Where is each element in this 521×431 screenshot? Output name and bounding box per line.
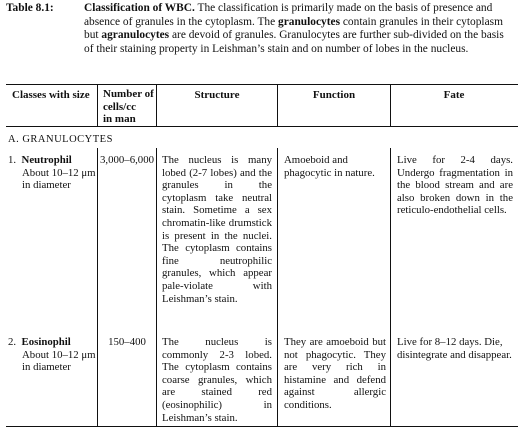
header-bottom-rule xyxy=(6,126,518,127)
col-divider xyxy=(156,148,157,427)
col-divider xyxy=(390,148,391,427)
row-number: 2. xyxy=(8,336,17,348)
section-label: A. GRANULOCYTES xyxy=(8,134,113,145)
table-row-eosinophil-fate: Live for 8–12 days. Die, disintegrate and disappear. xyxy=(397,336,512,361)
col-divider xyxy=(277,148,278,427)
caption-agranulocytes: agranulocytes xyxy=(101,29,170,42)
row-number: 1. xyxy=(8,154,17,166)
cell-name: Eosinophil xyxy=(21,336,71,348)
caption-text-1: The classification is primarily made on the basis of presence and absence of granules in the cytoplasm. The xyxy=(84,2,493,28)
header-number-line: Number of xyxy=(103,88,154,100)
header-structure: Structure xyxy=(194,89,240,101)
table-row-neutrophil-count: 3,000–6,000 xyxy=(100,154,154,166)
col-divider xyxy=(97,84,98,127)
table-row-neutrophil-fate: Live for 2-4 days. Undergo fragmentation in the blood stream and are also broken down in the reticulo-endothelial cells. xyxy=(397,154,513,217)
table-caption xyxy=(6,2,516,56)
header-number-line: in man xyxy=(103,113,136,125)
caption-label: Table 8.1: xyxy=(6,2,54,14)
cell-size: About 10–12 μm xyxy=(22,348,96,361)
caption-text-3: are devoid of granules. Granulocytes are further sub-divided on the basis of their staining property in Leishman’s stain and on number of lobes in the nucleus. xyxy=(84,29,504,55)
cell-name: Neutrophil xyxy=(21,154,72,166)
table-bottom-rule xyxy=(6,426,518,427)
col-divider xyxy=(97,148,98,427)
caption-text-2: contain granules in their cytoplasm but xyxy=(84,15,503,42)
table-row-eosinophil-count: 150–400 xyxy=(108,336,146,348)
header-classes: Classes with size xyxy=(12,89,90,101)
table-top-rule xyxy=(6,84,518,85)
caption-granulocytes: granulocytes xyxy=(278,15,341,28)
header-number xyxy=(103,88,155,126)
table-row-eosinophil-function: They are amoeboid but not phagocytic. They are very rich in histamine and defend against allergic conditions. xyxy=(284,336,386,411)
cell-size: in diameter xyxy=(22,361,71,374)
header-number-line: cells/cc xyxy=(103,100,136,113)
table-row-eosinophil-structure: The nucleus is commonly 2-3 lobed. The cytoplasm contains coarse granules, which are stained red (eosinophilic) in Leishman’s stain. xyxy=(162,336,272,424)
table-row-neutrophil-class xyxy=(8,154,96,192)
table-row-eosinophil-class xyxy=(8,336,96,374)
table-row-neutrophil-structure: The nucleus is many lobed (2-7 lobes) and the granules in the cytoplasm take neutral stain. Sometime a sex chromatin-like drumstick is present in the nuclei. The cytoplasm contains fine neutrophilic granules, which appear pale-violate with Leishman’s stain. xyxy=(162,154,272,305)
caption-body xyxy=(84,2,516,56)
cell-size: in diameter xyxy=(22,179,71,192)
caption-title: Classification of WBC. xyxy=(84,2,195,14)
table-row-neutrophil-function: Amoeboid and phagocytic in nature. xyxy=(284,154,375,179)
header-function: Function xyxy=(312,89,356,101)
header-fate: Fate xyxy=(443,89,465,101)
cell-size: About 10–12 μm xyxy=(22,166,96,179)
